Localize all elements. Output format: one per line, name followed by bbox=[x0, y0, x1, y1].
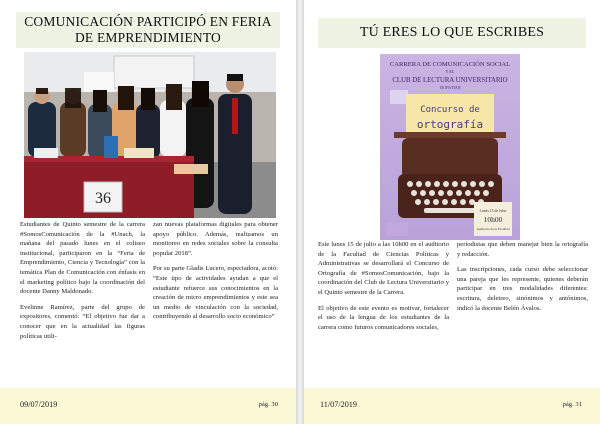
poster-heading: CARRERA DE COMUNICACIÓN SOCIAL bbox=[389, 61, 511, 68]
poster-event-place: Auditorio de la Facultad bbox=[476, 227, 510, 231]
right-article-column-2 bbox=[457, 240, 588, 338]
poster-event-date: Lunes 15 de Julio bbox=[479, 209, 507, 213]
paragraph: El objetivo de este evento es motivar, fortalecer el uso de la lengua de los estudiantes de la carrera como futuros comunicadores sociales, bbox=[318, 304, 449, 331]
stand-number: 36 bbox=[95, 190, 111, 207]
paragraph: Estudiantes de Quinto semestre de la carrera #SomosComunicación de la #Unach, la mañana del pasado lunes en el coliseo institucional, participaron en la “Feria de Emprendimiento, Ciencia y Tecnología” con la temática Plan de Comunicación con énfasis en el marketing político bajo la coordinación del docente Danny Maldonado. bbox=[20, 221, 145, 296]
paragraph: zan nuevas plataformas digitales para obtener apoyo público. Además, realizamos un monitoreo en redes sociales sobre la consulta popular 2018”. bbox=[153, 221, 278, 257]
fair-photo-illustration bbox=[24, 52, 276, 218]
poster-invite: TE INVITAN bbox=[439, 86, 461, 90]
poster-connector: Y EL bbox=[445, 69, 455, 74]
paragraph: Evelinne Ramírez, parte del grupo de expositores, comentó: “El objetivo fue dar a conocer que en la actualidad las figuras políticas utili- bbox=[20, 303, 145, 340]
book-gutter bbox=[296, 0, 304, 424]
right-page-date: 11/07/2019 bbox=[320, 400, 357, 409]
left-page-number: pág. 30 bbox=[258, 401, 278, 408]
poster-club: CLUB DE LECTURA UNIVERSITARIO bbox=[392, 77, 508, 84]
poster-illustration bbox=[380, 54, 520, 240]
left-page-title: COMUNICACIÓN PARTICIPÓ EN FERIA DE EMPRENDIMIENTO bbox=[16, 12, 280, 48]
right-article-body bbox=[318, 240, 588, 338]
poster-event-time: 10h00 bbox=[483, 215, 503, 224]
right-page-footer bbox=[304, 388, 600, 424]
paragraph: Este lunes 15 de julio a las 10h00 en el auditorio de la Facultad de Ciencias Políticas y Administrativas se desarrollará el Concurso de Ortografía de #SomosComunicación, bajo la coordinación del Club de Lectura Universitario y el Quinto semestre de la Carrera. bbox=[318, 241, 449, 296]
poster-logo bbox=[386, 222, 408, 236]
paragraph: periodistas que deben manejar bien la ortografía y redacción. bbox=[457, 241, 588, 258]
right-page-title: TÚ ERES LO QUE ESCRIBES bbox=[318, 18, 586, 48]
left-article-column-1 bbox=[20, 220, 145, 347]
left-article-body bbox=[20, 220, 278, 347]
left-page-date: 09/07/2019 bbox=[20, 400, 58, 409]
poster-contest-line2: ortografía bbox=[416, 118, 484, 131]
left-page-footer bbox=[0, 388, 296, 424]
right-page-number: pág. 31 bbox=[562, 401, 582, 408]
contest-poster bbox=[380, 54, 520, 240]
paragraph: Por su parte Gladis Lucero, espectadora, acotó: “Este tipo de actividades ayudan a que el estudiante refuerce sus conocimientos en la creación de micro emprendimientos y este sea un medio de vinculación con la sociedad, contribuyendo al desarrollo socio económico” bbox=[153, 265, 278, 321]
fair-photo bbox=[24, 52, 276, 218]
right-article-column-1 bbox=[318, 240, 449, 338]
left-article-column-2 bbox=[153, 220, 278, 347]
paragraph: Las inscripciones, cada curso debe seleccionar una pareja que les represente, quienes deberán participar en tres modalidades diferentes: escritura, deletreo, sinónimos y antónimos, indicó la docente Belén Ávalos. bbox=[457, 266, 588, 312]
right-page bbox=[304, 0, 600, 424]
poster-contest-line1: Concurso de bbox=[420, 105, 480, 115]
left-page bbox=[0, 0, 296, 424]
